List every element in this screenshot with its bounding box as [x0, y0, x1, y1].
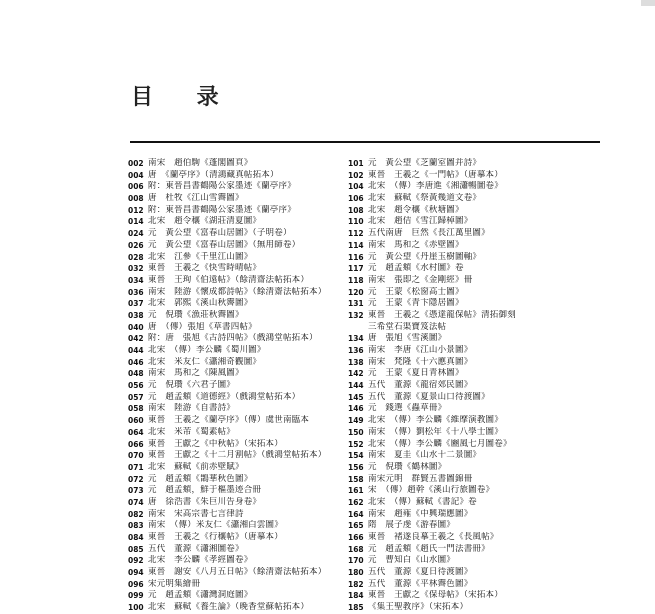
- entry-page-number: 112: [348, 229, 364, 239]
- entry-title: 北宋 米友仁《瀟湘奇觀圖》: [148, 356, 262, 367]
- toc-entry: [348, 532, 598, 544]
- entry-page-number: 152: [348, 439, 364, 449]
- toc-entry: [128, 485, 353, 497]
- entry-page-number: 083: [128, 521, 144, 531]
- entry-page-number: 038: [128, 310, 144, 320]
- toc-entry: [128, 170, 353, 182]
- entry-page-number: 168: [348, 544, 364, 554]
- entry-page-number: 008: [128, 194, 144, 204]
- entry-title: 附：唐 張旭《古詩四帖》（戲鴻堂帖拓本）: [148, 333, 318, 344]
- entry-title: 元 錢選《蟲草冊》: [368, 403, 447, 414]
- entry-title: 唐 張旭《雪溪圖》: [368, 333, 447, 344]
- toc-entry: [348, 520, 598, 532]
- entry-title: 東晉 褚遂良摹王羲之《長風帖》: [368, 532, 499, 542]
- toc-entry: [128, 474, 353, 486]
- toc-entry: [348, 392, 598, 404]
- toc-entry: [348, 368, 598, 380]
- entry-title: 元 趙孟頫《道德經》（戲鴻堂帖拓本）: [148, 391, 301, 402]
- entry-page-number: 116: [348, 252, 364, 262]
- entry-page-number: 056: [128, 381, 144, 391]
- entry-title: 東晉 王羲之《一門帖》（唐摹本）: [368, 169, 503, 180]
- entry-title: 南宋元明 群賢五書圖錦冊: [368, 473, 473, 484]
- toc-entry: [348, 252, 598, 264]
- entry-page-number: 012: [128, 205, 144, 215]
- entry-page-number: 096: [128, 579, 144, 589]
- entry-title: 南宋 趙雍《中興瑞應圖》: [368, 508, 473, 519]
- title-rule: [130, 141, 600, 143]
- entry-page-number: 092: [128, 556, 144, 566]
- entry-title: 北宋 江參《千里江山圖》: [148, 251, 253, 262]
- toc-entry: [348, 602, 598, 614]
- toc-entry: [348, 579, 598, 591]
- toc-entry: [348, 345, 598, 357]
- toc-entry: [128, 520, 353, 532]
- toc-entry: [128, 287, 353, 299]
- entry-page-number: 074: [128, 497, 144, 507]
- entry-title: 南宋 夏圭《山水十二景圖》: [368, 450, 482, 461]
- toc-entry: [128, 567, 353, 579]
- entry-page-number: 118: [348, 275, 364, 285]
- toc-entry: [128, 439, 353, 451]
- toc-column-left: [128, 158, 353, 614]
- entry-page-number: 066: [128, 439, 144, 449]
- entry-page-number: 101: [348, 159, 364, 168]
- toc-entry: [348, 181, 598, 193]
- entry-title: 元 倪瓚《六君子圖》: [148, 380, 236, 391]
- toc-entry: [128, 462, 353, 474]
- entry-page-number: 036: [128, 287, 144, 297]
- entry-title: 北宋 蘇軾《養生論》（晚香堂蘇帖拓本）: [148, 602, 310, 613]
- entry-title: 東晉 謝安《八月五日帖》（餘清齋法帖拓本）: [148, 567, 327, 578]
- entry-title: 附：東晉昌書鶴陽公家墨迹《蘭亭序》: [148, 181, 296, 192]
- entry-page-number: 032: [128, 264, 144, 274]
- entry-page-number: 040: [128, 322, 144, 332]
- toc-entry: [128, 392, 353, 404]
- entry-page-number: 060: [128, 416, 144, 426]
- toc-entry: [348, 567, 598, 579]
- toc-entry: [128, 357, 353, 369]
- entry-title: 元 趙孟頫《趙氏一門法書冊》: [368, 543, 490, 554]
- entry-page-number: 138: [348, 357, 364, 367]
- entry-title: 唐 《蘭亭序》（清鴻藏真帖拓本）: [148, 169, 279, 180]
- toc-entry: [348, 462, 598, 474]
- entry-title: 元 王蒙《松窗高士圖》: [368, 286, 464, 297]
- entry-title: 北宋 （傳）李唐進《湘瀟暢圖卷》: [368, 181, 503, 192]
- entry-title: 北宋 李公麟《孝經圖卷》: [148, 555, 253, 566]
- scan-corner-mark: [641, 0, 655, 6]
- entry-title: 南宋 趙伯駒《蓬閣圖頁》: [148, 158, 253, 168]
- entry-title: 北宋 趙佶《雪江歸棹圖》: [368, 216, 473, 227]
- toc-entry: [128, 602, 353, 614]
- entry-page-number: 144: [348, 381, 364, 391]
- entry-title: 南宋 馬和之《赤壁圖》: [368, 239, 464, 250]
- entry-title: 南宋 （傳）劉松年《十八學士圖》: [368, 426, 503, 437]
- entry-title: 元 趙孟頫，鮮于樞墨迹合冊: [148, 485, 262, 496]
- entry-page-number: 057: [128, 392, 144, 402]
- entry-page-number: 082: [128, 509, 144, 519]
- toc-entry: [348, 158, 598, 170]
- toc-entry: [348, 357, 598, 369]
- toc-entry: [128, 380, 353, 392]
- entry-page-number: 106: [348, 194, 364, 204]
- toc-entry: [348, 298, 598, 310]
- toc-entry: [128, 263, 353, 275]
- entry-title: 五代 董源《瀟湘圖卷》: [148, 543, 244, 554]
- entry-title: 元 黃公望《富春山居圖》（無用師卷）: [148, 239, 301, 250]
- entry-title: 唐 杜牧《江山雪霽圖》: [148, 193, 244, 204]
- entry-page-number: 184: [348, 591, 364, 601]
- entry-page-number: 094: [128, 568, 144, 578]
- entry-page-number: 102: [348, 170, 364, 180]
- entry-title: 元 黃公望《丹崖玉樹圖軸》: [368, 251, 482, 262]
- entry-title: 北宋 （傳）李公麟《維摩演教圖》: [368, 415, 503, 426]
- entry-title: 元 王蒙《青卞隱居圖》: [368, 298, 464, 309]
- toc-entry: [348, 287, 598, 299]
- entry-title: 東晉 王珣《伯遠帖》（餘清齋法帖拓本）: [148, 274, 310, 285]
- entry-page-number: 026: [128, 240, 144, 250]
- entry-title: 東晉 王羲之《行穰帖》（唐摹本）: [148, 532, 283, 542]
- entry-page-number: 165: [348, 521, 364, 531]
- toc-entry: [128, 450, 353, 462]
- entry-title: 東晉 王獻之《十二月割帖》（戲鴻堂帖拓本）: [148, 450, 327, 461]
- toc-entry: [128, 181, 353, 193]
- toc-entry: [128, 216, 353, 228]
- entry-title: 北宋 趙令穰《湖莊清夏圖》: [148, 216, 262, 227]
- entry-title: 三希堂石渠寶笈法帖: [368, 321, 447, 332]
- entry-page-number: 099: [128, 591, 144, 601]
- entry-title: 南宋 馬和之《陳風圖》: [148, 368, 244, 379]
- entry-title: 北宋 趙令穰《秋塘圖》: [368, 204, 464, 215]
- entry-title: 元 趙孟頫《水村圖》卷: [368, 263, 464, 274]
- toc-entry: [128, 158, 353, 170]
- entry-page-number: 161: [348, 486, 364, 496]
- toc-entry: [348, 310, 598, 322]
- toc-entry: [348, 415, 598, 427]
- toc-entry: [348, 216, 598, 228]
- entry-page-number: 146: [348, 404, 364, 414]
- entry-title: 北宋 （傳）李公麟《蜀川圖》: [148, 345, 266, 355]
- entry-page-number: 064: [128, 427, 144, 437]
- entry-title: 東晉 王獻之《保母帖》（宋拓本）: [368, 590, 503, 601]
- toc-entry: [128, 509, 353, 521]
- entry-page-number: 073: [128, 486, 144, 496]
- toc-entry: [348, 380, 598, 392]
- toc-entry: [128, 298, 353, 310]
- entry-page-number: 132: [348, 310, 364, 320]
- entry-page-number: 014: [128, 217, 144, 227]
- toc-entry: [348, 450, 598, 462]
- toc-column-right: [348, 158, 598, 614]
- entry-page-number: 185: [348, 603, 364, 613]
- entry-page-number: 158: [348, 474, 364, 484]
- toc-entry: [128, 415, 353, 427]
- entry-title: 東晉 王羲之《憑達龍保帖》清拓御刻: [368, 309, 516, 320]
- entry-page-number: 114: [348, 240, 364, 250]
- entry-page-number: 100: [128, 603, 144, 613]
- toc-entry: [348, 427, 598, 439]
- entry-page-number: 048: [128, 369, 144, 379]
- entry-title: 宋 （傳）趙幹《溪山行旅圖卷》: [368, 485, 495, 496]
- toc-entry: [348, 170, 598, 182]
- entry-title: 南宋 宋高宗書七言律詩: [148, 508, 244, 519]
- toc-entry: [128, 345, 353, 357]
- toc-entry: [128, 205, 353, 217]
- entry-page-number: 131: [348, 299, 364, 309]
- entry-page-number: 085: [128, 544, 144, 554]
- entry-page-number: 042: [128, 334, 144, 344]
- entry-title: 北宋 郭熙《溪山秋霽圖》: [148, 298, 253, 309]
- entry-page-number: 164: [348, 509, 364, 519]
- entry-title: 附：東晉昌書鶴陽公家墨迹《蘭亭序》: [148, 204, 296, 215]
- entry-title: 元 趙孟頫《瀟灣洞庭圖》: [148, 590, 253, 601]
- entry-page-number: 004: [128, 170, 144, 180]
- entry-title: 東晉 王羲之《蘭亭序》（傳）虞世南臨本: [148, 415, 310, 426]
- toc-entry: [348, 485, 598, 497]
- toc-entry: [128, 240, 353, 252]
- toc-entry: [128, 403, 353, 415]
- entry-page-number: 070: [128, 451, 144, 461]
- toc-entry: [348, 322, 598, 334]
- toc-entry: [348, 228, 598, 240]
- toc-entry: [128, 252, 353, 264]
- entry-title: 元 黃公望《芝蘭室圖并詩》: [368, 158, 482, 168]
- entry-title: 元 王蒙《夏日青林圖》: [368, 368, 464, 379]
- toc-entry: [128, 310, 353, 322]
- entry-page-number: [348, 322, 368, 334]
- entry-page-number: 166: [348, 533, 364, 542]
- entry-page-number: 142: [348, 369, 364, 379]
- toc-entry: [348, 497, 598, 509]
- entry-title: 元 黃公望《富春山居圖》（子明卷）: [148, 228, 292, 239]
- toc-entry: [128, 579, 353, 591]
- toc-entry: [348, 555, 598, 567]
- entry-page-number: 117: [348, 264, 364, 274]
- entry-page-number: 002: [128, 159, 144, 168]
- entry-title: 元 趙孟頫《鵲華秋色圖》: [148, 473, 253, 484]
- entry-title: 唐 徐浩書《朱巨川告身卷》: [148, 496, 262, 507]
- toc-entry: [348, 240, 598, 252]
- toc-entry: [348, 509, 598, 521]
- entry-page-number: 028: [128, 252, 144, 262]
- entry-title: 北宋 米芾《蜀素帖》: [148, 426, 236, 437]
- entry-title: 南宋 李唐《江山小景圖》: [368, 345, 473, 355]
- toc-entry: [128, 555, 353, 567]
- toc-entry: [128, 193, 353, 205]
- entry-page-number: 180: [348, 568, 364, 578]
- toc-entry: [348, 439, 598, 451]
- entry-title: 《集王聖教序》（宋拓本）: [368, 602, 469, 613]
- entry-title: 南宋 梵隆《十六應真圖》: [368, 356, 473, 367]
- entry-title: 南宋 （傳）米友仁《瀟湘白雲圖》: [148, 520, 283, 531]
- entry-page-number: 156: [348, 462, 364, 472]
- entry-page-number: 006: [128, 182, 144, 192]
- entry-title: 唐 （傳）張旭《草書四帖》: [148, 321, 257, 332]
- entry-page-number: 024: [128, 229, 144, 239]
- toc-entry: [128, 275, 353, 287]
- entry-page-number: 182: [348, 579, 364, 589]
- entry-page-number: 145: [348, 392, 364, 402]
- toc-entry: [348, 275, 598, 287]
- entry-page-number: 104: [348, 182, 364, 192]
- entry-title: 元 倪瓚《漁莊秋霽圖》: [148, 309, 244, 320]
- entry-page-number: 110: [348, 217, 364, 227]
- entry-title: 宋元明集繪冊: [148, 578, 201, 589]
- entry-page-number: 120: [348, 287, 364, 297]
- entry-page-number: 044: [128, 346, 144, 355]
- entry-page-number: 150: [348, 427, 364, 437]
- entry-title: 五代南唐 巨然《長江萬里圖》: [368, 228, 490, 239]
- page-title: 目 录: [131, 85, 237, 110]
- entry-page-number: 134: [348, 334, 364, 344]
- entry-page-number: 058: [128, 404, 144, 414]
- entry-title: 南宋 陸游《自書詩》: [148, 403, 236, 414]
- entry-title: 五代 董源《平林霽色圖》: [368, 578, 473, 589]
- entry-page-number: 170: [348, 556, 364, 566]
- entry-title: 北宋 （傳）蘇軾《書記》卷: [368, 496, 477, 507]
- toc-entry: [128, 497, 353, 509]
- entry-title: 北宋 蘇軾《前赤壁賦》: [148, 461, 244, 472]
- entry-page-number: 154: [348, 451, 364, 461]
- toc-entry: [348, 590, 598, 602]
- entry-page-number: 162: [348, 497, 364, 507]
- entry-title: 元 倪瓚《鶴林圖》: [368, 461, 447, 472]
- toc-entry: [348, 544, 598, 556]
- toc-entry: [128, 228, 353, 240]
- entry-title: 五代 董源《夏景山口待渡圖》: [368, 391, 490, 402]
- entry-page-number: 136: [348, 346, 364, 355]
- entry-title: 東晉 王羲之《快雪時晴帖》: [148, 263, 262, 274]
- entry-page-number: 108: [348, 205, 364, 215]
- entry-page-number: 149: [348, 416, 364, 426]
- toc-entry: [128, 333, 353, 345]
- entry-title: 五代 董源《夏日待渡圖》: [368, 567, 473, 578]
- entry-page-number: 084: [128, 533, 144, 542]
- toc-entry: [128, 590, 353, 602]
- toc-entry: [128, 427, 353, 439]
- entry-page-number: 046: [128, 357, 144, 367]
- toc-entry: [128, 368, 353, 380]
- toc-entry: [128, 322, 353, 334]
- toc-entry: [348, 333, 598, 345]
- entry-page-number: 072: [128, 474, 144, 484]
- entry-title: 北宋 （傳）李公麟《豳風七月圖卷》: [368, 438, 512, 449]
- entry-title: 南宋 陸游《懷成都詩帖》（餘清齋法帖拓本）: [148, 286, 327, 297]
- entry-page-number: 037: [128, 299, 144, 309]
- entry-page-number: 071: [128, 462, 144, 472]
- entry-title: 元 曹知白《山水圖》: [368, 555, 456, 566]
- toc-entry: [348, 263, 598, 275]
- toc-entry: [128, 544, 353, 556]
- entry-title: 東晉 王獻之《中秋帖》（宋拓本）: [148, 438, 283, 449]
- entry-title: 隋 展子虔《游春圖》: [368, 520, 456, 531]
- entry-page-number: 034: [128, 275, 144, 285]
- toc-entry: [348, 474, 598, 486]
- entry-title: 北宋 蘇軾《祭黃幾道文卷》: [368, 193, 482, 204]
- toc-entry: [348, 403, 598, 415]
- entry-title: 南宋 張即之《金剛經》冊: [368, 274, 473, 285]
- toc-entry: [348, 193, 598, 205]
- entry-title: 五代 董源《龍宿郊民圖》: [368, 380, 473, 391]
- toc-entry: [348, 205, 598, 217]
- toc-entry: [128, 532, 353, 544]
